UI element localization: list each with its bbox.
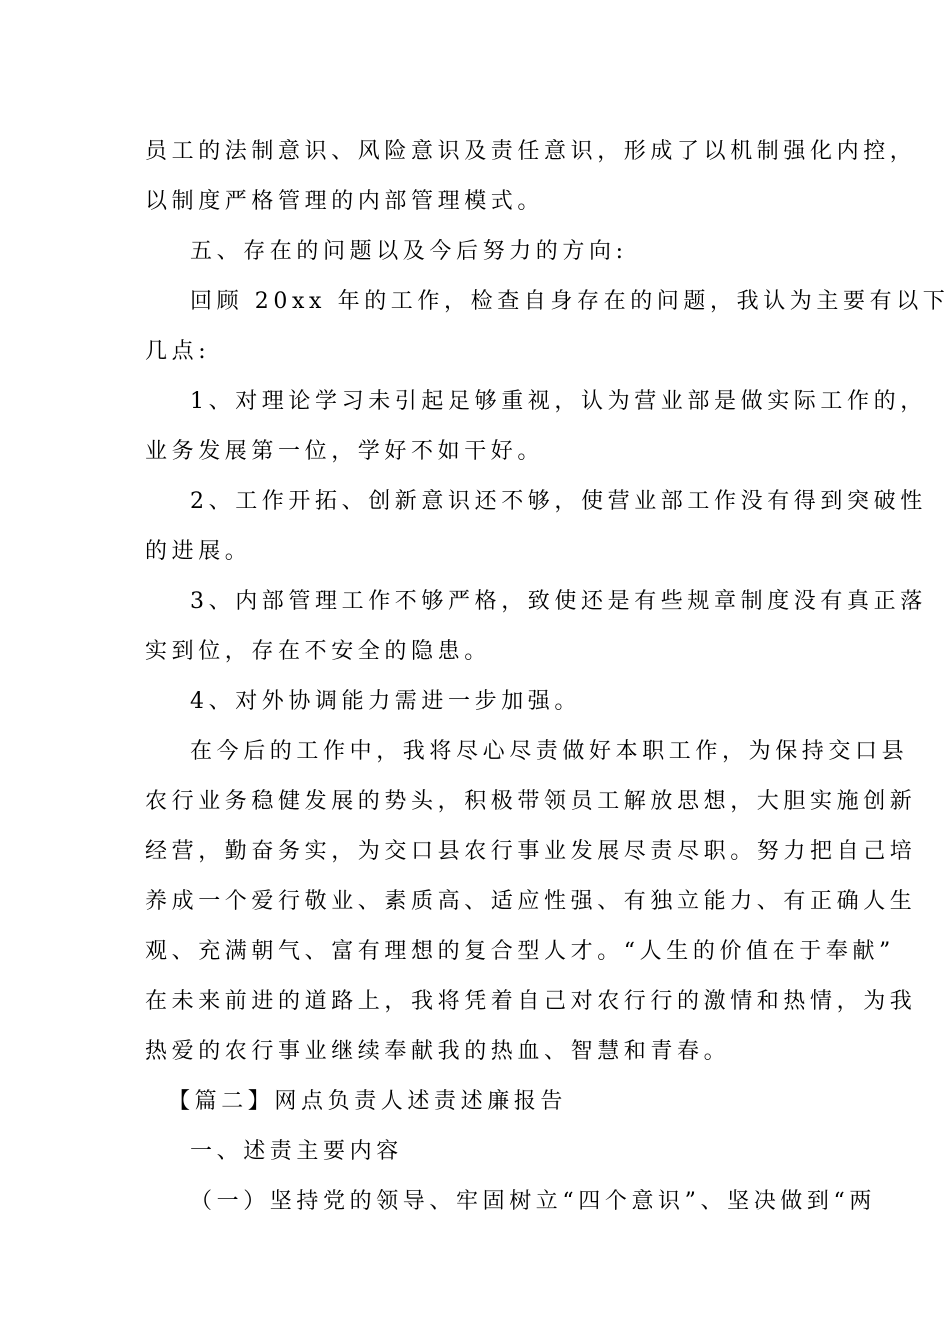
paragraph-line: 养成一个爱行敬业、素质高、适应性强、有独立能力、有正确人生: [145, 889, 917, 914]
list-item-line: 2、工作开拓、创新意识还不够，使营业部工作没有得到突破性: [190, 489, 927, 514]
paragraph-line: 观、充满朝气、富有理想的复合型人才。“人生的价值在于奉献”: [145, 939, 895, 964]
paragraph-line: 回顾 20xx 年的工作，检查自身存在的问题，我认为主要有以下: [190, 289, 950, 314]
list-item-line: 的进展。: [145, 539, 252, 564]
paragraph-line: 农行业务稳健发展的势头，积极带领员工解放思想，大胆实施创新: [145, 789, 917, 814]
paragraph-line: 经营，勤奋务实，为交口县农行事业发展尽责尽职。努力把自己培: [145, 839, 917, 864]
list-item-line: 1、对理论学习未引起足够重视，认为营业部是做实际工作的，: [190, 389, 927, 414]
section-heading: 五、存在的问题以及今后努力的方向:: [190, 239, 628, 264]
list-item-line: 3、内部管理工作不够严格，致使还是有些规章制度没有真正落: [190, 589, 927, 614]
paragraph-line: 在未来前进的道路上，我将凭着自己对农行行的激情和热情，为我: [145, 989, 917, 1014]
paragraph-line: 几点:: [145, 339, 211, 364]
paragraph-line: 热爱的农行事业继续奉献我的热血、智慧和青春。: [145, 1039, 731, 1064]
article-heading: 【篇二】网点负责人述责述廉报告: [168, 1089, 568, 1114]
paragraph-line: 以制度严格管理的内部管理模式。: [145, 189, 545, 214]
paragraph-line: 员工的法制意识、风险意识及责任意识，形成了以机制强化内控，: [145, 139, 917, 164]
list-item-line: 实到位，存在不安全的隐患。: [145, 639, 491, 664]
list-item-line: 业务发展第一位，学好不如干好。: [145, 439, 545, 464]
list-item-line: 4、对外协调能力需进一步加强。: [190, 689, 581, 714]
subsection-heading: （一）坚持党的领导、牢固树立“四个意识”、坚决做到“两: [190, 1189, 876, 1214]
section-heading: 一、述责主要内容: [190, 1139, 403, 1164]
paragraph-line: 在今后的工作中，我将尽心尽责做好本职工作，为保持交口县: [190, 739, 909, 764]
